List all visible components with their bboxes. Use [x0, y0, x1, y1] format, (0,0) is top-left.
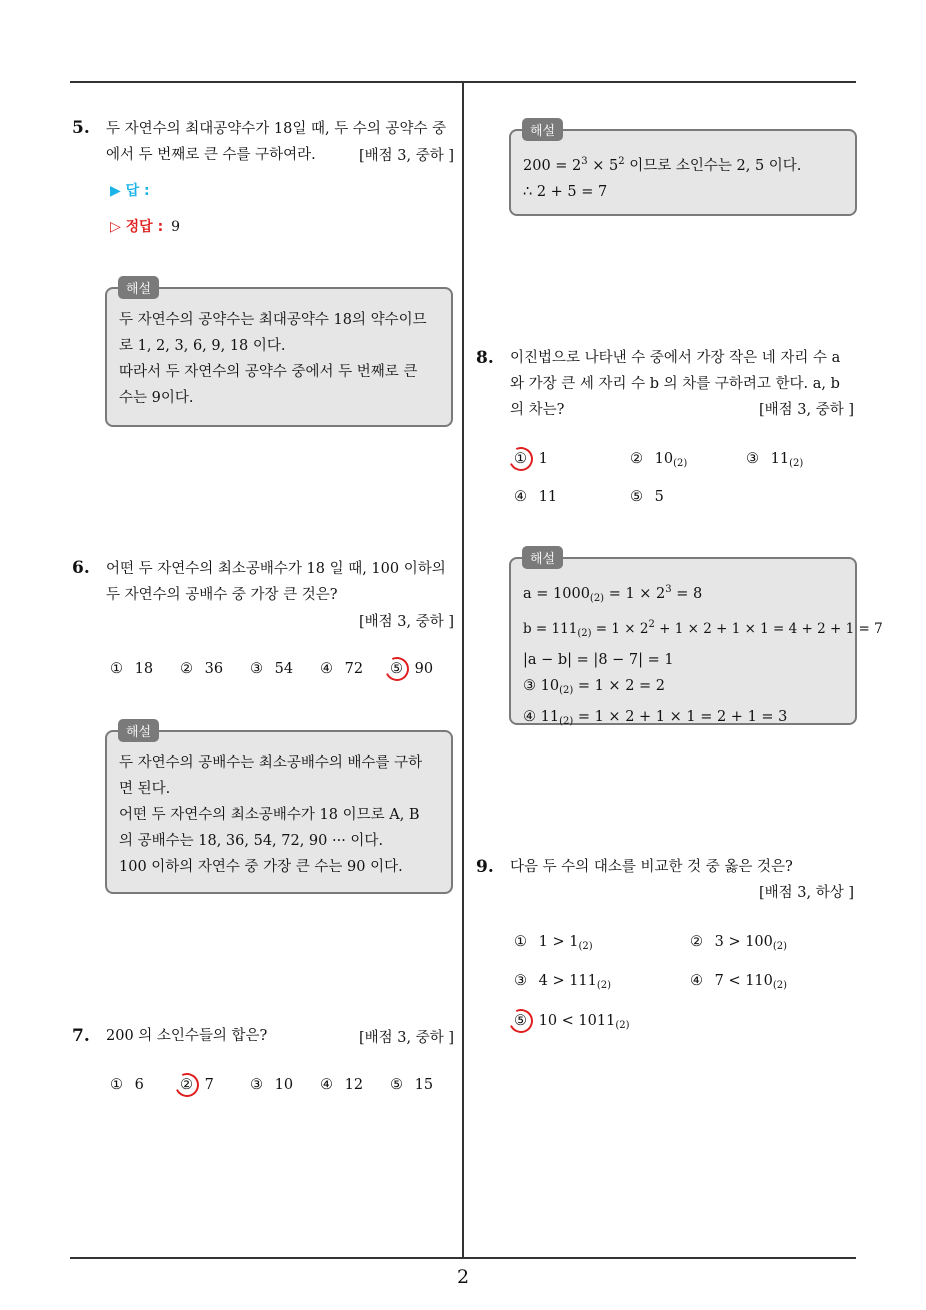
q7-option-5[interactable] [390, 1077, 433, 1093]
q5-line: 두 자연수의 최대공약수가 18일 때, 두 수의 공약수 중 [106, 121, 447, 137]
q5-answer-label: ▶ 답 : [110, 183, 150, 199]
q7-score: [배점 3, 중하 ] [358, 1030, 454, 1046]
q7-solution-box [509, 129, 857, 216]
q8-option-4[interactable] [514, 489, 557, 507]
option-number: ② [180, 661, 193, 677]
option-text: 7 [204, 1077, 214, 1093]
option-text: 1 > 1 [538, 934, 579, 950]
option-text: 10 < 1011 [538, 1013, 616, 1029]
answer-circle-mark [506, 444, 537, 475]
sol-text: × 5 [587, 158, 619, 174]
option-sub: (2) [673, 458, 688, 469]
option-number: ③ [746, 451, 759, 467]
q7-text: 200 의 소인수들의 합은? [106, 1028, 268, 1044]
q5-solution-line: 따라서 두 자연수의 공약수 중에서 두 번째로 큰 [119, 364, 418, 380]
q7-number: 7. [72, 1026, 90, 1046]
q5-line: 에서 두 번째로 큰 수를 구하여라. [106, 147, 316, 163]
q6-number: 6. [72, 558, 90, 578]
q6-solution-line: 100 이하의 자연수 중 가장 큰 수는 90 이다. [119, 859, 403, 875]
sol-sub: (2) [589, 593, 605, 604]
q9-option-1[interactable] [514, 934, 593, 952]
option-number: ① [110, 1077, 123, 1093]
option-number: ② [630, 451, 643, 467]
q5-solution-line: 두 자연수의 공약수는 최대공약수 18의 약수이므 [119, 312, 427, 328]
q7-solution-tag: 해설 [522, 118, 563, 141]
sol-text: ③ 10 [523, 678, 560, 694]
q6-option-4[interactable] [320, 661, 363, 677]
q6-solution-box [105, 730, 453, 894]
sol-text: a = 1000 [523, 586, 590, 602]
q6-option-2[interactable] [180, 661, 223, 677]
sol-text: 200 = 2 [523, 158, 582, 174]
sol-text: = 8 [671, 586, 703, 602]
sol-sub: (2) [559, 685, 574, 696]
option-sub: (2) [772, 941, 788, 952]
sol-exp: 2 [648, 619, 655, 630]
sol-exp: 3 [665, 584, 672, 595]
q6-option-3[interactable] [250, 661, 293, 677]
q6-solution-line: 면 된다. [119, 781, 171, 797]
q8-score: [배점 3, 중하 ] [758, 402, 854, 418]
option-number: ③ [514, 973, 527, 989]
q6-solution-line: 두 자연수의 공배수는 최소공배수의 배수를 구하 [119, 755, 423, 771]
q8-solution-line-1 [523, 577, 845, 612]
option-number: ④ [320, 1077, 333, 1093]
q5-solution-line: 수는 9이다. [119, 390, 194, 406]
sol-text: ④ 11 [523, 709, 560, 725]
option-text: 15 [414, 1077, 434, 1093]
option-text: 72 [344, 661, 364, 677]
sol-text: b = 111 [523, 621, 578, 637]
option-number: ① [110, 661, 123, 677]
q7-option-1[interactable] [110, 1077, 144, 1093]
answer-circle-mark [506, 1006, 537, 1037]
option-text: 11 [538, 489, 558, 505]
sol-text: + 1 × 2 + 1 × 1 = 4 + 2 + 1 = 7 [654, 621, 883, 637]
option-number: ⑤ [390, 661, 403, 677]
q8-solution-line-2 [523, 612, 883, 647]
option-text: 5 [654, 489, 664, 505]
q5-correct-value: 9 [171, 219, 181, 235]
option-text: 6 [134, 1077, 144, 1093]
q8-number: 8. [476, 348, 494, 368]
q6-solution-line: 의 공배수는 18, 36, 54, 72, 90 ··· 이다. [119, 833, 384, 849]
q6-line: 두 자연수의 공배수 중 가장 큰 것은? [106, 587, 338, 603]
q8-solution-line-4 [523, 673, 845, 704]
q5-number: 5. [72, 118, 90, 138]
option-number: ⑤ [630, 489, 643, 505]
option-text: 10 [274, 1077, 294, 1093]
sol-exp: 2 [618, 156, 625, 167]
q7-option-4[interactable] [320, 1077, 363, 1093]
q9-text: 다음 두 수의 대소를 비교한 것 중 옳은 것은? [510, 859, 793, 875]
option-sub: (2) [772, 980, 788, 991]
q6-option-1[interactable] [110, 661, 153, 677]
bottom-rule [70, 1257, 856, 1259]
q5-solution-box [105, 287, 453, 427]
sol-text: = 1 × 2 + 1 × 1 = 2 + 1 = 3 [573, 709, 788, 725]
q6-score: [배점 3, 중하 ] [358, 614, 454, 630]
option-sub: (2) [789, 458, 804, 469]
option-text: 10 [654, 451, 674, 467]
option-text: 36 [204, 661, 224, 677]
option-number: ⑤ [390, 1077, 403, 1093]
answer-circle-mark [172, 1070, 203, 1101]
sol-sub: (2) [577, 628, 592, 639]
q9-score: [배점 3, 하상 ] [758, 885, 854, 901]
sol-sub: (2) [559, 716, 574, 727]
option-text: 1 [538, 451, 548, 467]
q6-solution-tag: 해설 [118, 719, 159, 742]
page-number: 2 [456, 1266, 470, 1288]
q8-solution-tag: 해설 [522, 546, 563, 569]
option-number: ② [690, 934, 703, 950]
option-text: 12 [344, 1077, 364, 1093]
q8-solution-line-5 [523, 704, 845, 735]
q9-option-3[interactable] [514, 973, 611, 991]
q9-option-2[interactable] [690, 934, 787, 952]
q9-option-4[interactable] [690, 973, 787, 991]
option-text: 7 < 110 [714, 973, 773, 989]
option-sub: (2) [596, 980, 612, 991]
q5-solution-tag: 해설 [118, 276, 159, 299]
sol-text: = 1 × 2 [604, 586, 666, 602]
q8-option-2[interactable] [630, 451, 687, 469]
option-number: ③ [250, 1077, 263, 1093]
option-number: ① [514, 451, 527, 467]
option-sub: (2) [615, 1020, 630, 1031]
sol-text: 이므로 소인수는 2, 5 이다. [624, 158, 802, 174]
q5-correct-label: ▷ 정답 : [110, 219, 164, 235]
option-number: ④ [514, 489, 527, 505]
column-divider [462, 82, 464, 1258]
q8-solution-line-3: |a − b| = |8 − 7| = 1 [523, 652, 674, 668]
q6-line: 어떤 두 자연수의 최소공배수가 18 일 때, 100 이하의 [106, 561, 446, 577]
q9-number: 9. [476, 857, 494, 877]
option-text: 3 > 100 [714, 934, 773, 950]
q5-solution-line: 로 1, 2, 3, 6, 9, 18 이다. [119, 338, 286, 354]
sol-text: = 1 × 2 [591, 621, 649, 637]
q8-option-3[interactable] [746, 451, 803, 469]
sol-exp: 3 [581, 156, 588, 167]
q8-line: 의 차는? [510, 402, 565, 418]
q6-text [106, 556, 456, 608]
option-text: 18 [134, 661, 154, 677]
q5-correct-answer [110, 216, 180, 236]
answer-circle-mark [382, 654, 413, 685]
option-number: ③ [250, 661, 263, 677]
q8-line: 이진법으로 나타낸 수 중에서 가장 작은 네 자리 수 a [510, 350, 841, 366]
q8-solution-box [509, 557, 883, 727]
q7-solution-line-2: ∴ 2 + 5 = 7 [523, 184, 608, 200]
q7-solution-line-1 [523, 149, 845, 179]
option-number: ⑤ [514, 1013, 527, 1029]
sol-text: = 1 × 2 = 2 [573, 678, 666, 694]
option-number: ④ [690, 973, 703, 989]
option-sub: (2) [578, 941, 593, 952]
option-number: ④ [320, 661, 333, 677]
option-number: ① [514, 934, 527, 950]
option-text: 11 [770, 451, 790, 467]
option-text: 4 > 111 [538, 973, 597, 989]
q8-option-5[interactable] [630, 489, 664, 507]
q6-solution-line: 어떤 두 자연수의 최소공배수가 18 이므로 A, B [119, 807, 420, 823]
q5-score: [배점 3, 중하 ] [358, 148, 454, 164]
q8-line: 와 가장 큰 세 자리 수 b 의 차를 구하려고 한다. a, b [510, 376, 840, 392]
option-number: ② [180, 1077, 193, 1093]
q7-option-3[interactable] [250, 1077, 293, 1093]
option-text: 54 [274, 661, 294, 677]
option-text: 90 [414, 661, 434, 677]
